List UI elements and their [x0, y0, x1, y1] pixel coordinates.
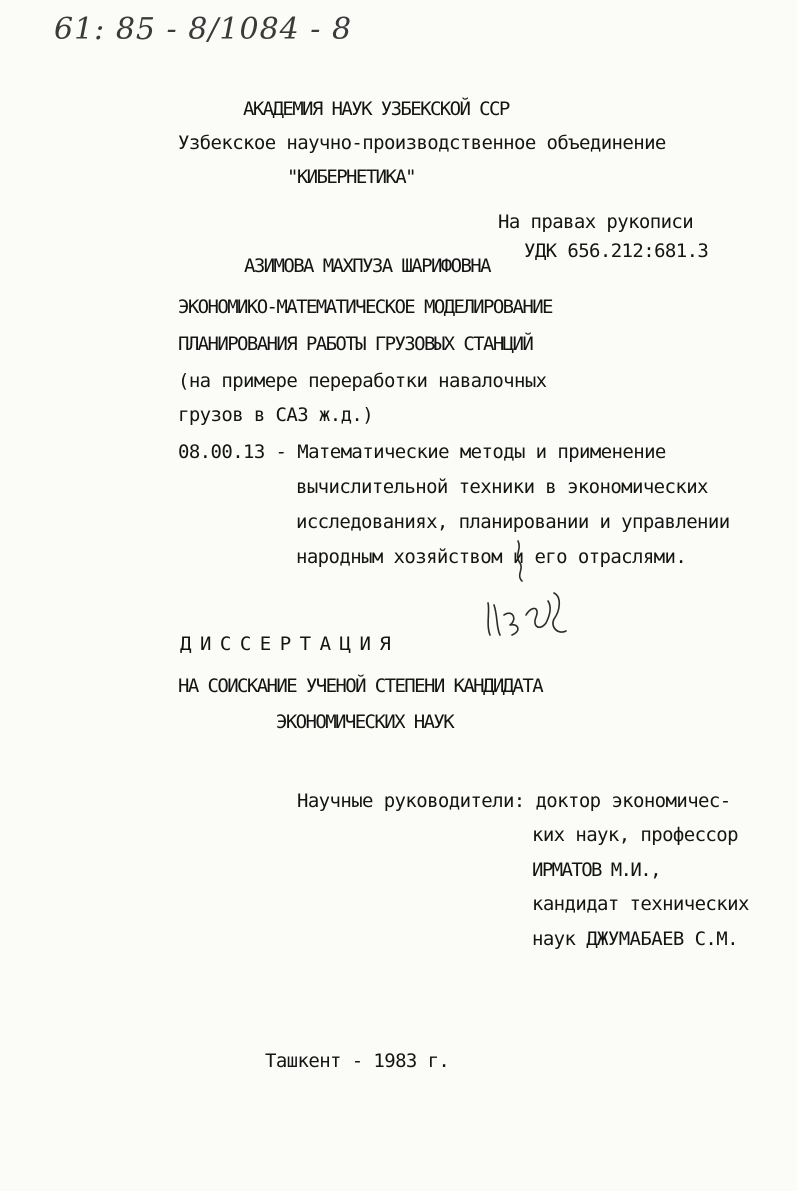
- degree-line-1: НА СОИСКАНИЕ УЧЕНОЙ СТЕПЕНИ КАНДИДАТА: [178, 675, 543, 697]
- specialty-line-4: народным хозяйством и его отраслями.: [296, 546, 687, 568]
- place-and-year: Ташкент - 1983 г.: [265, 1050, 450, 1072]
- degree-line-2: ЭКОНОМИЧЕСКИХ НАУК: [276, 711, 454, 733]
- title-line-1: ЭКОНОМИКО-МАТЕМАТИЧЕСКОЕ МОДЕЛИРОВАНИЕ: [178, 296, 552, 318]
- academy-heading: АКАДЕМИЯ НАУК УЗБЕКСКОЙ ССР: [243, 98, 509, 120]
- specialty-code-line: 08.00.13 - Математические методы и применение: [178, 441, 666, 463]
- organization-name: "КИБЕРНЕТИКА": [287, 166, 415, 188]
- supervisors-line-4: кандидат технических: [532, 893, 749, 915]
- title-line-3: (на примере переработки навалочных: [178, 370, 547, 392]
- specialty-line-3: исследованиях, планировании и управлении: [296, 511, 730, 533]
- specialty-line-2: вычислительной техники в экономических: [296, 476, 708, 498]
- dissertation-heading: ДИССЕРТАЦИЯ: [180, 633, 400, 655]
- supervisor-2-name: наук ДЖУМАБАЕВ С.М.: [532, 928, 738, 950]
- author-name: АЗИМОВА МАХПУЗА ШАРИФОВНА: [244, 255, 490, 277]
- title-line-4: грузов в САЗ ж.д.): [178, 404, 374, 426]
- supervisors-line-1: Научные руководители: доктор экономичес-: [297, 790, 731, 812]
- organization-line: Узбекское научно-производственное объединение: [178, 132, 666, 154]
- title-line-2: ПЛАНИРОВАНИЯ РАБОТЫ ГРУЗОВЫХ СТАНЦИЙ: [178, 333, 533, 355]
- supervisor-1-name: ИРМАТОВ М.И.,: [532, 859, 660, 881]
- udc-code: УДК 656.212:681.3: [524, 240, 709, 262]
- archive-code-handwritten: 61: 85 - 8/1084 - 8: [54, 12, 353, 47]
- supervisors-line-2: ких наук, профессор: [532, 824, 738, 846]
- manuscript-rights-note: На правах рукописи: [498, 211, 694, 233]
- signature-mark: [470, 535, 580, 645]
